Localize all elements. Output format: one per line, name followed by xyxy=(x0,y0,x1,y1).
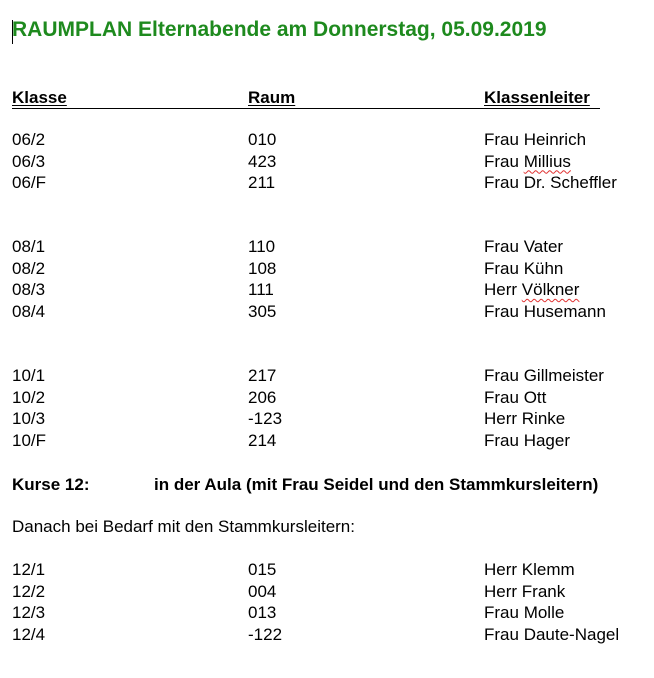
cell-klasse: 10/3 xyxy=(12,409,46,428)
cell-klassenleiter xyxy=(484,130,586,150)
leiter-prefix: Frau xyxy=(484,237,524,256)
table-header xyxy=(12,88,600,109)
cell-raum: 111 xyxy=(248,280,274,299)
leiter-prefix: Frau xyxy=(484,301,524,321)
leiter-name: Völkner xyxy=(521,280,580,299)
cell-klassenleiter xyxy=(484,259,563,279)
leiter-prefix: Frau xyxy=(484,366,524,385)
leiter-prefix: Frau xyxy=(484,258,524,278)
leiter-prefix: Frau xyxy=(484,430,524,450)
cell-klasse: 08/1 xyxy=(12,237,46,256)
cell-klassenleiter xyxy=(484,409,565,429)
leiter-name: Hager xyxy=(523,430,570,450)
cell-klasse: 10/F xyxy=(12,430,47,450)
leiter-prefix: Frau xyxy=(484,387,524,407)
cell-raum: 211 xyxy=(248,173,276,192)
cell-klassenleiter xyxy=(484,603,564,623)
cell-klassenleiter xyxy=(484,302,606,322)
header-klasse: Klasse xyxy=(12,88,67,107)
leiter-name: Husemann xyxy=(523,301,606,321)
header-raum: Raum xyxy=(248,88,296,107)
cell-klassenleiter xyxy=(484,280,579,300)
cell-klassenleiter xyxy=(484,431,570,451)
cell-raum: 305 xyxy=(248,301,277,321)
cell-klassenleiter xyxy=(484,582,565,602)
cell-raum: 217 xyxy=(248,366,277,385)
cell-raum: 110 xyxy=(248,237,276,256)
cell-klassenleiter xyxy=(484,173,617,193)
leiter-name: Millius xyxy=(523,151,571,171)
cell-klassenleiter xyxy=(484,237,563,257)
leiter-name: Gillmeister xyxy=(523,366,604,385)
cell-raum: 010 xyxy=(248,130,277,149)
cell-klasse: 06/F xyxy=(12,173,47,192)
cell-klassenleiter xyxy=(484,560,575,580)
leiter-name: Klemm xyxy=(521,560,575,579)
cell-raum: 004 xyxy=(248,581,277,601)
cell-klasse: 12/1 xyxy=(12,560,46,579)
leiter-prefix: Frau xyxy=(484,130,524,149)
cell-klasse: 08/2 xyxy=(12,258,46,278)
leiter-name: Daute-Nagel xyxy=(523,624,620,644)
leiter-prefix: Frau xyxy=(484,624,524,644)
cell-raum: -122 xyxy=(248,624,283,644)
cell-raum: 206 xyxy=(248,387,277,407)
leiter-name: Dr. Scheffler xyxy=(523,173,617,192)
cell-klasse: 12/4 xyxy=(12,624,46,644)
leiter-name: Ott xyxy=(523,387,547,407)
kurse-text: in der Aula (mit Frau Seidel und den Stammkursleitern) xyxy=(154,475,599,494)
cell-klasse: 06/3 xyxy=(12,151,46,171)
leiter-prefix: Herr xyxy=(484,409,522,428)
cell-klasse: 06/2 xyxy=(12,130,46,149)
cell-klasse: 08/3 xyxy=(12,280,46,299)
leiter-name: Rinke xyxy=(521,409,566,428)
cell-raum: 214 xyxy=(248,430,277,450)
cell-raum: 013 xyxy=(248,603,277,622)
leiter-prefix: Frau xyxy=(484,173,524,192)
cell-klasse: 12/2 xyxy=(12,581,46,601)
page-title: RAUMPLAN Elternabende am Donnerstag, 05.09.2019 xyxy=(12,18,547,41)
leiter-name: Molle xyxy=(523,603,565,622)
cell-raum: 423 xyxy=(248,151,277,171)
kurse-label: Kurse 12: xyxy=(12,475,90,494)
leiter-name: Vater xyxy=(523,237,564,256)
cell-raum: 108 xyxy=(248,258,277,278)
stammkurs-note: Danach bei Bedarf mit den Stammkursleitern: xyxy=(12,517,355,536)
leiter-prefix: Herr xyxy=(484,280,522,299)
cell-klasse: 12/3 xyxy=(12,603,46,622)
cell-klasse: 08/4 xyxy=(12,301,46,321)
leiter-name: Heinrich xyxy=(523,130,587,149)
cell-klassenleiter xyxy=(484,152,571,172)
cell-raum: -123 xyxy=(248,409,283,428)
leiter-name: Kühn xyxy=(523,258,564,278)
cell-klassenleiter xyxy=(484,625,619,645)
cell-klasse: 10/1 xyxy=(12,366,46,385)
leiter-prefix: Herr xyxy=(484,581,522,601)
cell-klasse: 10/2 xyxy=(12,387,46,407)
leiter-name: Frank xyxy=(521,581,566,601)
leiter-prefix: Frau xyxy=(484,603,524,622)
cell-klassenleiter xyxy=(484,366,604,386)
header-klassenleiter: Klassenleiter xyxy=(484,88,590,107)
cell-raum: 015 xyxy=(248,560,277,579)
leiter-prefix: Herr xyxy=(484,560,522,579)
cell-klassenleiter xyxy=(484,388,546,408)
leiter-prefix: Frau xyxy=(484,151,524,171)
